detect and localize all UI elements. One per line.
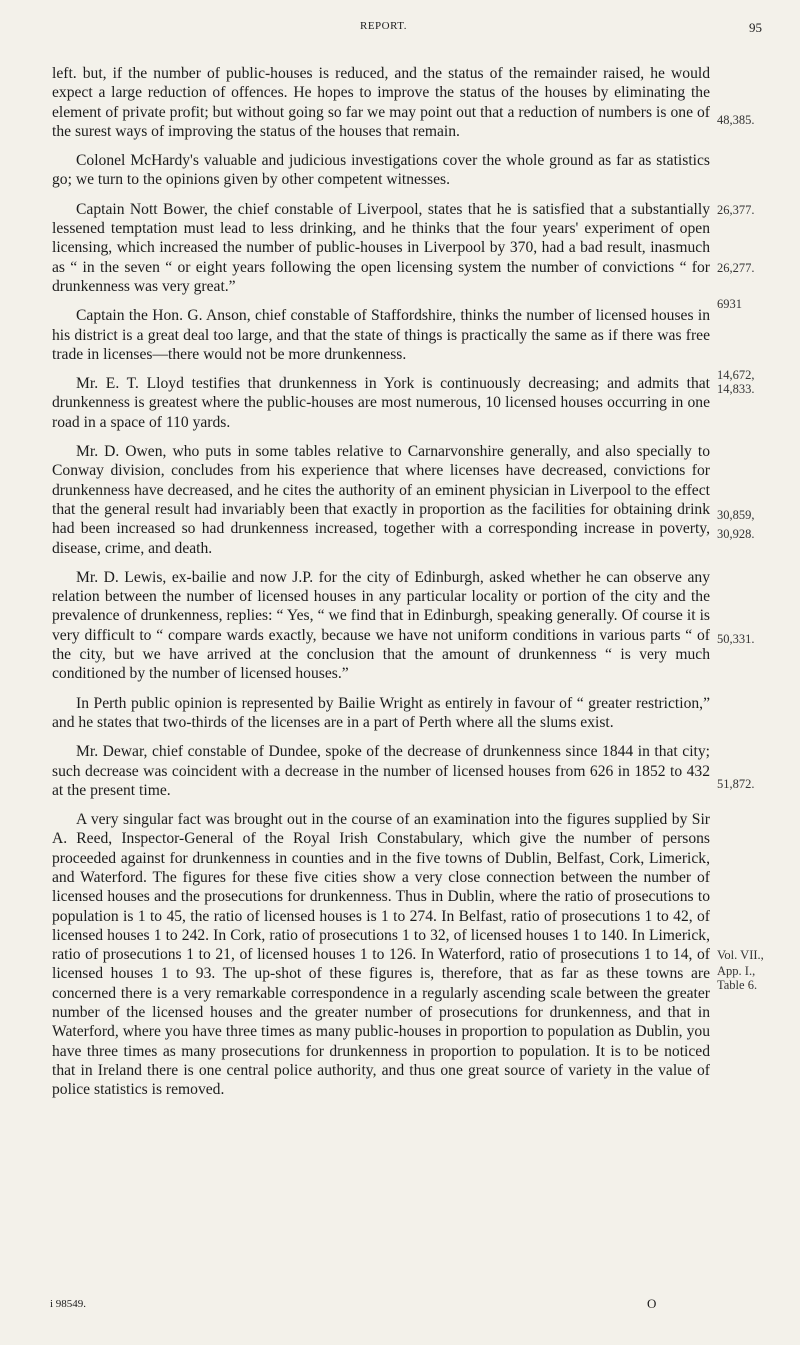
margin-note: 51,872.	[717, 777, 755, 791]
paragraph: left. but, if the number of public-houses is reduced, and the status of the remainder raised, he would expect a large reduction of offences. He hopes to improve the status of the houses by eliminating the element of private profit; but without going so far we may point out that a reduction of numbers is one of the surest ways of improving the status of the houses that remain.	[52, 65, 710, 140]
margin-note: 14,672,	[717, 368, 755, 382]
margin-note: Vol. VII.,	[717, 948, 764, 962]
paragraph: Colonel McHardy's valuable and judicious investigations cover the whole ground as far as statistics go; we turn to the opinions given by other competent witnesses.	[52, 152, 710, 189]
margin-note: 14,833.	[717, 382, 755, 396]
margin-note: 6931	[717, 297, 742, 311]
paragraph: Mr. Dewar, chief constable of Dundee, spoke of the decrease of drunkenness since 1844 in that city; such decrease was coincident with a decrease in the number of licensed houses from 626 in 1852 to 432 at the present time.	[52, 743, 710, 799]
margin-note: 48,385.	[717, 113, 755, 127]
paragraph: In Perth public opinion is represented by Bailie Wright as entirely in favour of “ greater restriction,” and he states that two-thirds of the licenses are in a part of Perth where all the slums exist.	[52, 694, 710, 731]
body-text	[52, 64, 710, 1110]
printer-signature: i 98549.	[50, 1298, 87, 1310]
page-number: 95	[749, 20, 762, 35]
margin-note: 50,331.	[717, 632, 755, 646]
signature-letter: O	[647, 1296, 657, 1311]
margin-note: 30,928.	[717, 527, 755, 541]
paragraph: Mr. D. Owen, who puts in some tables relative to Carnarvonshire generally, and also specially to Conway division, concludes from his experience that where licenses have decreased, convictions for drunkenness have decreased, and he cites the authority of an eminent physician in Liverpool to the effect that the general result had invariably been that exactly in proportion as the facilities for obtaining drink had been increased so had drunkenness increased, together with a corresponding increase in poverty, disease, crime, and death.	[52, 443, 710, 557]
paragraph: A very singular fact was brought out in the course of an examination into the figures supplied by Sir A. Reed, Inspector-General of the Royal Irish Constabulary, which give the number of persons proceeded against for drunkenness in counties and in the five towns of Dublin, Belfast, Cork, Limerick, and Waterford. The figures for these five cities show a very close connection between the number of licensed houses and the prosecutions for drunkenness. Thus in Dublin, where the ratio of prosecutions to population is 1 to 45, the ratio of licensed houses is 1 to 274. In Belfast, ratio of prosecutions 1 to 42, of licensed houses 1 to 242. In Cork, ratio of prosecutions 1 to 32, of licensed houses 1 to 140. In Limerick, ratio of prosecutions 1 to 21, of licensed houses 1 to 126. In Waterford, ratio of prosecutions 1 to 14, of licensed houses 1 to 93. The up-shot of these figures is, therefore, that as far as these towns are concerned there is a very remarkable correspondence in a regularly ascending scale between the greater number of the licensed houses and the greater number of prosecutions for drunkenness, and that in Waterford, where you have three times as many public-houses in proportion to population as Dublin, you have three times as many prosecutions for drunkenness in proportion to population. It is to be noticed that in Ireland there is one central police authority, and thus one great source of variety in the value of police statistics is removed.	[52, 811, 710, 1099]
paragraph: Captain Nott Bower, the chief constable of Liverpool, states that he is satisfied that a substantially lessened temptation must lead to less drinking, and he thinks that the four years' experiment of open licensing, which increased the number of public-houses in Liverpool by 370, had a bad result, inasmuch as “ in the seven “ or eight years following the open licensing system the number of convictions “ for drunkenness was very great.”	[52, 200, 710, 295]
margin-note: App. I.,	[717, 964, 756, 978]
margin-note: Table 6.	[717, 978, 758, 992]
margin-note: 30,859,	[717, 508, 755, 522]
margin-note: 26,277.	[717, 261, 755, 275]
paragraph: Mr. E. T. Lloyd testifies that drunkenness in York is continuously decreasing; and admits that drunkenness is greatest where the public-houses are most numerous, 10 licensed houses occurring in one road in a space of 110 yards.	[52, 375, 710, 431]
running-head: REPORT.	[360, 20, 407, 32]
margin-note: 26,377.	[717, 203, 755, 217]
paragraph: Captain the Hon. G. Anson, chief constable of Staffordshire, thinks the number of licensed houses in his district is a great deal too large, and that the state of things is practically the same as if there was free trade in licenses—there would not be more drunkenness.	[52, 307, 710, 363]
paragraph: Mr. D. Lewis, ex-bailie and now J.P. for the city of Edinburgh, asked whether he can observe any relation between the number of licensed houses in any particular locality or portion of the city and the prevalence of drunkenness, replies: “ Yes, “ we find that in Edinburgh, speaking generally. Of course it is very difficult to “ compare wards exactly, because we have not uniform conditions in various parts “ of the city, but we have arrived at the conclusion that the amount of drunkenness “ is very much conditioned by the number of licensed houses.”	[52, 568, 710, 683]
